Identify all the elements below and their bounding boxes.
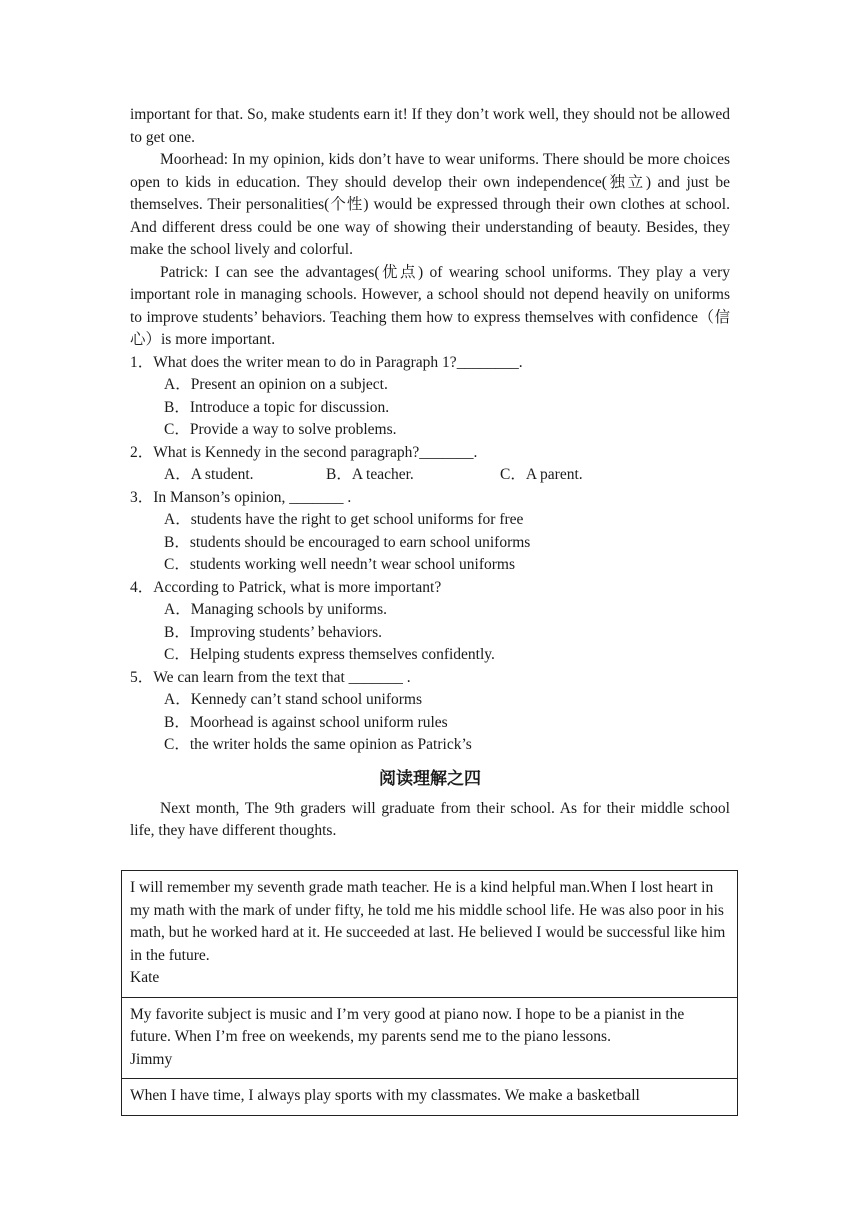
question-3 [130, 487, 730, 577]
entry-name: Jimmy [130, 1050, 173, 1068]
passage-paragraph-patrick: Patrick: I can see the advantages(优点) of wearing school uniforms. They play a very important role in managing schools. However, a school should not depend heavily on uniforms to improve students’ behaviors. Teaching them how to express themselves with confidence（信心）is more important. [130, 263, 730, 348]
table-row [122, 1079, 738, 1116]
question-2 [130, 442, 730, 487]
section-intro: Next month, The 9th graders will graduate from their school. As for their middle school life, they have different thoughts. [130, 799, 730, 839]
question-stem: 3．In Manson’s opinion, _______ . [130, 488, 352, 506]
option-c: C．the writer holds the same opinion as Patrick’s [164, 736, 472, 753]
option-b: B．Improving students’ behaviors. [164, 623, 382, 641]
question-4 [130, 577, 730, 667]
option-b: B．A teacher. [326, 466, 414, 483]
table-cell [122, 871, 738, 998]
option-a: A．students have the right to get school uniforms for free [164, 511, 524, 528]
passage-paragraph-moorhead: Moorhead: In my opinion, kids don’t have to wear uniforms. There should be more choices open to kids in education. They should develop their own independence(独立) and just be themselves. Their personalities(个性) would be expressed through their own clothes at school. And different dress could be one way of showing their understanding of beauty. Besides, they make the school lively and colorful. [130, 151, 730, 258]
table-row [122, 871, 738, 998]
option-c: C．students working well needn’t wear school uniforms [164, 556, 515, 573]
passage-paragraph-continued: important for that. So, make students earn it! If they don’t work well, they should not be allowed to get one. [130, 106, 730, 146]
option-b: B．Introduce a topic for discussion. [164, 398, 390, 416]
option-c: C．A parent. [500, 466, 583, 483]
question-stem: 5．We can learn from the text that _______ . [130, 668, 411, 686]
question-stem: 2．What is Kennedy in the second paragraph?_______. [130, 443, 478, 461]
entry-text: I will remember my seventh grade math teacher. He is a kind helpful man.When I lost heart in my math with the mark of under fifty, he told me his middle school life. He was also poor in his math, but he worked hard at it. He succeeded at last. He believed I would be successful like him in the future. [130, 879, 726, 964]
option-row [164, 464, 730, 487]
option-c: C．Helping students express themselves confidently. [164, 646, 495, 663]
option-a: A．A student. [164, 466, 254, 483]
option-b: B．students should be encouraged to earn school uniforms [164, 533, 531, 551]
question-5 [130, 667, 730, 757]
document-page [130, 104, 730, 843]
question-stem: 1．What does the writer mean to do in Paragraph 1?________. [130, 353, 523, 371]
question-stem: 4．According to Patrick, what is more important? [130, 578, 442, 596]
entry-text: My favorite subject is music and I’m very good at piano now. I hope to be a pianist in the future. When I’m free on weekends, my parents send me to the piano lessons. [130, 1005, 685, 1045]
entry-text: When I have time, I always play sports with my classmates. We make a basketball [130, 1087, 640, 1104]
option-c: C．Provide a way to solve problems. [164, 421, 397, 438]
table-row [122, 997, 738, 1079]
student-thoughts-table [121, 870, 738, 1116]
table-cell [122, 997, 738, 1079]
option-a: A．Present an opinion on a subject. [164, 376, 388, 393]
table-cell [122, 1079, 738, 1116]
option-a: A．Managing schools by uniforms. [164, 601, 388, 618]
section-title: 阅读理解之四 [379, 768, 481, 789]
option-a: A．Kennedy can’t stand school uniforms [164, 691, 422, 708]
option-b: B．Moorhead is against school uniform rules [164, 713, 448, 731]
question-1 [130, 352, 730, 442]
entry-name: Kate [130, 969, 160, 986]
